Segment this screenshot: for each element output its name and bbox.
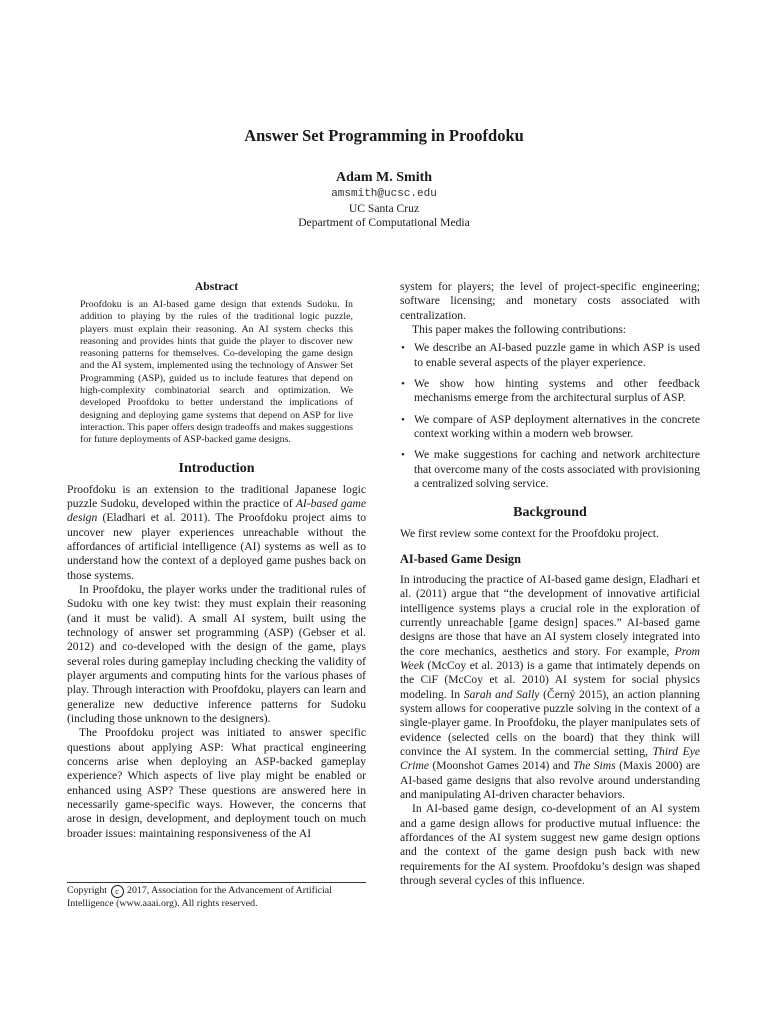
copyright-footnote	[67, 882, 366, 910]
left-column	[67, 280, 366, 841]
list-item	[400, 448, 700, 491]
paper-title: Answer Set Programming in Proofdoku	[244, 126, 524, 145]
author-name: Adam M. Smith	[335, 170, 433, 185]
introduction-paragraph-2: In Proofdoku, the player works under the traditional rules of Sudoku with one key twist: they must explain their reasoning (and it must be valid). A small AI system, built using the technology of answer set programming (ASP) (Gebser et al. 2012) and co-developed with the design of the game, plays several roles during gameplay including checking the validity of player arguments and computing hints for the various phases of play. Through interaction with Proofdoku, players can learn and generalize new deductive inference patterns for Sudoku (including those unknown to the designers).	[67, 582, 366, 726]
bullet-icon: •	[401, 378, 405, 391]
bullet-icon: •	[401, 342, 405, 355]
aigd-text-c: (Černý 2015), an action planning system allows for cooperative puzzle solving in the context of a single-player game. In Proofdoku, the player manipulates sets of evidence (selected cells on the board) that they think will convince the AI system. In the commercial setting,	[400, 687, 700, 758]
right-column	[400, 280, 700, 888]
abstract-text: Proofdoku is an AI-based game design that extends Sudoku. In addition to playing by the rules of the traditional logic puzzle, players must explain their reasoning. An AI system checks this reasoning and provides hints that guide the player to discover new reasoning patterns for themselves. Co-developing the game design and the AI system, implemented using the technology of Answer Set Programming (ASP), guided us to include features that depend on high-complexity combinatorial search and optimization. We developed Proofdoku to better understand the implications of designing and deploying game systems that depend on ASP for live interaction. This paper offers design tradeoffs and makes suggestions for future deployments of ASP-backed game designs.	[80, 299, 353, 446]
author-affiliation-university: UC Santa Cruz	[348, 202, 420, 215]
bullet-icon: •	[401, 413, 405, 426]
contributions-list	[400, 341, 700, 491]
introduction-paragraph-1	[67, 483, 366, 583]
contribution-text: We show how hinting systems and other feedback mechanisms emerge from the architectural surplus of ASP.	[414, 377, 700, 405]
ai-based-game-design-heading: AI-based Game Design	[400, 551, 521, 566]
intro-p1-text-a: Proofdoku is an extension to the traditional Japanese logic puzzle Sudoku, developed within the practice of	[67, 482, 366, 510]
introduction-paragraph-3: The Proofdoku project was initiated to answer specific questions about applying ASP: What practical engineering concerns arise when deploying an ASP-backed gameplay experience? Which aspects of live play might be enabled or enhanced using ASP? These questions are answered here in necessarily game-specific ways. However, the concerns that arose in design, development, and deployment touch on much broader issues: maintaining responsiveness of the AI	[67, 726, 366, 840]
ai-based-game-design-paragraph-2: In AI-based game design, co-development of an AI system and a game design allows for productive mutual influence: the affordances of the AI system suggest new game design options and the context of the game design push back with new requirements for the AI system. Proofdoku’s design was shaped through several cycles of this influence.	[400, 802, 700, 888]
copyright-symbol-icon: c	[111, 885, 124, 898]
background-intro: We first review some context for the Proofdoku project.	[400, 527, 659, 541]
background-heading: Background	[513, 505, 587, 521]
aigd-emphasis-third-eye-crime: Third Eye Crime	[400, 744, 701, 773]
list-item	[400, 341, 700, 370]
contribution-text: We make suggestions for caching and network architecture that overcome many of the costs associated with provisioning a centralized solving service.	[414, 448, 700, 491]
copyright-text: 2017, Association for the Advancement of Artificial Intelligence (www.aaai.org). All rights reserved.	[67, 885, 332, 909]
list-item	[400, 377, 700, 406]
aigd-emphasis-the-sims: The Sims	[572, 759, 616, 773]
contribution-text: We describe an AI-based puzzle game in which ASP is used to enable several aspects of the player experience.	[414, 341, 700, 369]
introduction-heading: Introduction	[178, 460, 255, 476]
copyright-prefix: Copyright	[67, 885, 108, 896]
aigd-text-d: (Moonshot Games 2014) and	[428, 759, 573, 773]
aigd-text-e: (Maxis 2000) are AI-based game designs that also revolve around understanding and manipulating AI-driven character behaviors.	[400, 759, 700, 801]
abstract-heading: Abstract	[194, 280, 239, 293]
aigd-emphasis-sarah-and-sally: Sarah and Sally	[463, 687, 540, 701]
aigd-text-b: (McCoy et al. 2013) is a game that intimately depends on the CiF (McCoy et al. 2010) AI system for social physics modeling. In	[400, 658, 700, 701]
intro-p1-emphasis: AI-based game design	[67, 496, 366, 525]
intro-p1-text-b: (Eladhari et al. 2011). The Proofdoku project aims to uncover new player experiences unreachable without the affordances of artificial intelligence (AI) systems as well as to understand how the context of a deployed game pushes back on those systems.	[67, 511, 366, 582]
aigd-emphasis-prom-week: Prom Week	[400, 644, 700, 672]
list-item	[400, 413, 700, 442]
right-column-continuation: system for players; the level of project-specific engineering; software licensing; and monetary costs associated with centralization.	[400, 280, 700, 322]
aigd-text-a: In introducing the practice of AI-based game design, Eladhari et al. (2011) argue that “the development of innovative artificial intelligence systems plays a crucial role in the exploration of currently unreachable [game design] spaces.” AI-based game designs are those that have an AI system closely integrated into the core mechanics, aesthetics and story. For example,	[400, 572, 700, 658]
author-email: amsmith@ucsc.edu	[331, 188, 437, 200]
contributions-intro: This paper makes the following contributions:	[412, 323, 627, 337]
bullet-icon: •	[401, 449, 405, 462]
ai-based-game-design-paragraph-1	[400, 573, 700, 803]
author-affiliation-department: Department of Computational Media	[298, 216, 470, 229]
contribution-text: We compare of ASP deployment alternatives in the concrete context working within a modern web browser.	[414, 412, 700, 441]
